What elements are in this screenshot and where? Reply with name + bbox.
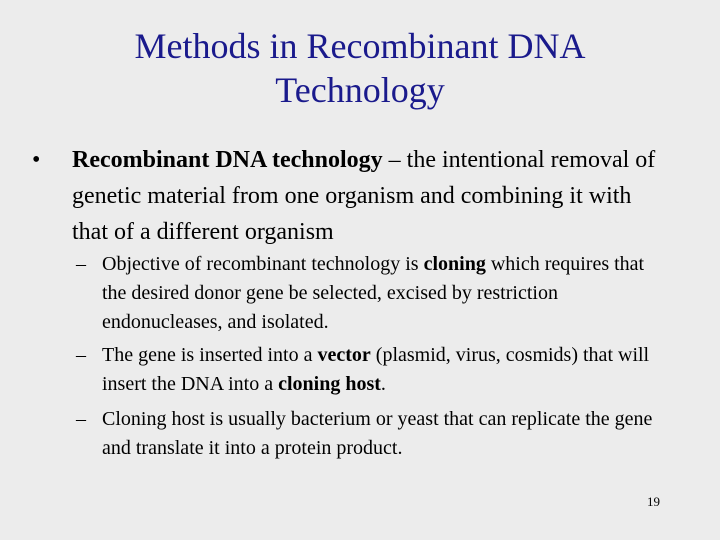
- sub-bullet-marker: –: [76, 253, 86, 275]
- sub-bullet-cloning-host: [76, 405, 666, 463]
- slide-title: Methods in Recombinant DNA Technology: [134, 26, 586, 110]
- sub-bullet-part: .: [380, 373, 386, 395]
- sub-bullet-text: [102, 250, 666, 337]
- main-bullet: [32, 142, 672, 250]
- sub-bullet-bold: cloning host: [278, 373, 381, 395]
- sub-bullet-part: Objective of recombinant technology is: [102, 253, 424, 275]
- bullet-marker: •: [32, 147, 41, 173]
- page-number: 19: [647, 494, 660, 509]
- sub-bullet-part: (plasmid, virus, cosmids) that will insert the DNA into a: [102, 344, 650, 395]
- sub-bullet-part: which requires that the desired donor gene be selected, excised by restriction endonucleases, and isolated.: [102, 253, 645, 333]
- main-bullet-text: [72, 142, 672, 250]
- sub-bullet-vector: [76, 341, 666, 399]
- bullet-term: Recombinant DNA technology: [72, 147, 383, 173]
- sub-bullet-text: Cloning host is usually bacterium or yeast that can replicate the gene and translate it into a protein product.: [102, 408, 653, 459]
- sub-bullet-marker: –: [76, 344, 86, 366]
- sub-bullet-part: The gene is inserted into a: [102, 344, 318, 366]
- sub-bullet-objective: [76, 250, 666, 337]
- sub-bullet-bold: cloning: [423, 253, 486, 275]
- sub-bullet-bold: vector: [317, 344, 371, 366]
- sub-bullet-text: [102, 341, 666, 399]
- bullet-definition: – the intentional removal of genetic material from one organism and combining it with that of a different organism: [72, 147, 656, 245]
- sub-bullet-marker: –: [76, 408, 86, 430]
